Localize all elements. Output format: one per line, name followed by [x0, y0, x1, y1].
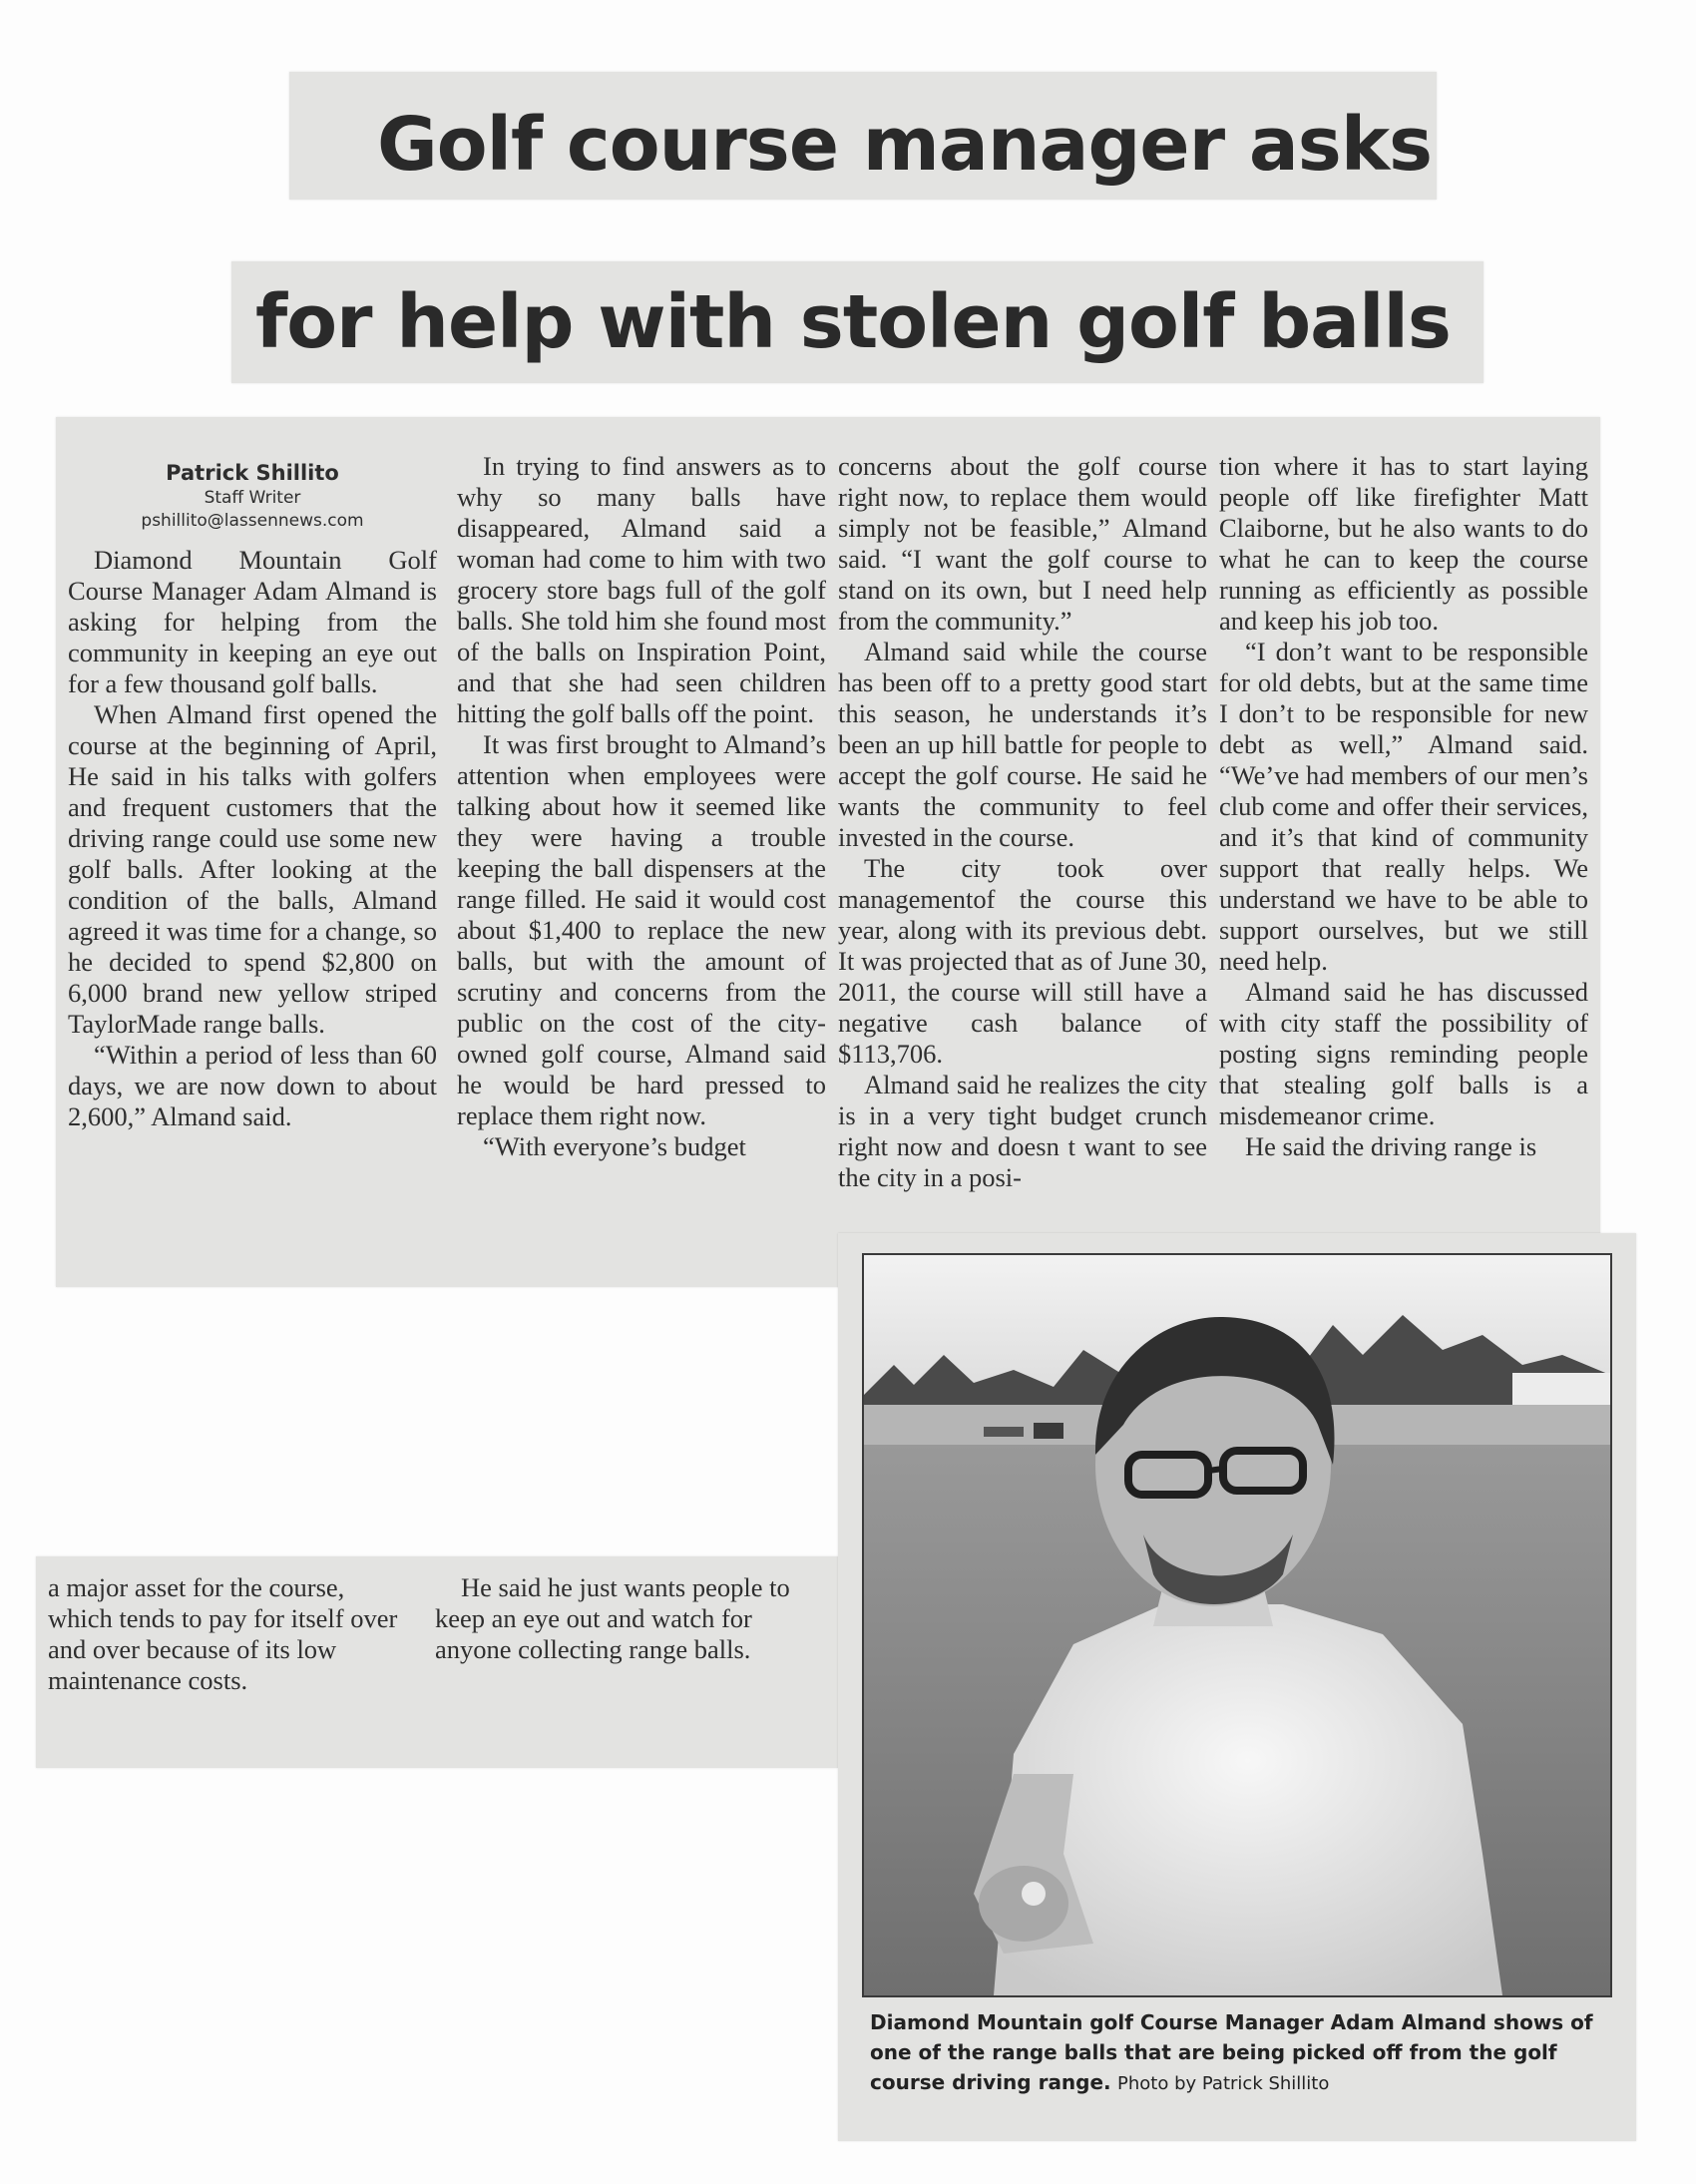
paragraph: “I don’t want to be responsible for old debts, but at the same time I don’t to be responsible for new debt as well,” Almand said. “We’ve had members of our men’s club come and offer their services, and it’s that kind of community support that really helps. We understand we have to be able to support ourselves, but we still need help.	[1219, 637, 1588, 976]
paragraph: Almand said he has discussed with city staff the possibility of posting signs reminding people that stealing golf balls is a misdemeanor crime.	[1219, 977, 1588, 1130]
byline-email: pshillito@lassennews.com	[141, 511, 364, 531]
paragraph: “Within a period of less than 60 days, we are now down to about 2,600,” Almand said.	[68, 1040, 437, 1131]
article-column-3	[838, 451, 1207, 1193]
paragraph: a major asset for the course, which tends to pay for itself over and over because of its low maintenance costs.	[48, 1572, 398, 1695]
byline-role: Staff Writer	[204, 488, 301, 508]
caption-text: Diamond Mountain golf Course Manager Adam Almand shows of one of the range balls that are being picked off from the golf course driving range.	[870, 2010, 1593, 2094]
headline-line-2: for help with stolen golf balls	[255, 279, 1451, 365]
headline-clip-1	[289, 72, 1437, 200]
paragraph: He said he just wants people to keep an eye out and watch for anyone collecting range balls.	[435, 1572, 790, 1664]
photo-caption	[870, 2007, 1608, 2099]
photo-image	[864, 1255, 1610, 1995]
photo-golf-manager	[862, 1253, 1612, 1997]
caption-credit: Photo by Patrick Shillito	[1117, 2073, 1330, 2094]
paragraph: “With everyone’s budget	[483, 1131, 746, 1161]
photo-clip	[838, 1233, 1636, 2141]
paragraph: He said the driving range is	[1245, 1131, 1537, 1161]
article-column-5	[48, 1572, 415, 1696]
headline-clip-2	[231, 261, 1484, 383]
byline-name: Patrick Shillito	[166, 461, 339, 485]
paragraph: Diamond Mountain Golf Course Manager Adam Almand is asking for helping from the community in keeping an eye out for a few thousand golf balls.	[68, 545, 437, 698]
paragraph: tion where it has to start laying people off like firefighter Matt Claiborne, but he also wants to do what he can to keep the course running as efficiently as possible and keep his job too.	[1219, 451, 1588, 636]
paragraph: The city took over managementof the course this year, along with its previous debt. It was projected that as of June 30, 2011, the course will still have a negative cash balance of $113,706.	[838, 853, 1207, 1069]
paragraph: In trying to find answers as to why so many balls have disappeared, Almand said a woman had come to him with two grocery store bags full of the golf balls. She told him she found most of the balls on Inspiration Point, and that she had seen children hitting the golf balls off the point.	[457, 451, 826, 728]
paragraph: It was first brought to Almand’s attention when employees were talking about how it seemed like they were having a trouble keeping the ball dispensers at the range filled. He said it would cost about $1,400 to replace the new balls, but with the amount of scrutiny and concerns from the public on the cost of the city-owned golf course, Almand said he would be hard pressed to replace them right now.	[457, 729, 826, 1130]
paragraph: Almand said he realizes the city is in a very tight budget crunch right now and doesn t want to see the city in a posi-	[838, 1070, 1207, 1192]
article-column-1	[68, 459, 437, 1132]
paragraph: Almand said while the course has been off to a pretty good start this season, he understands it’s been an up hill battle for people to accept the golf course. He said he wants the community to feel invested in the course.	[838, 637, 1207, 852]
paragraph: When Almand first opened the course at the beginning of April, He said in his talks with golfers and frequent customers that the driving range could use some new golf balls. After looking at the condition of the balls, Almand agreed it was time for a change, so he decided to spend $2,800 on 6,000 brand new yellow striped TaylorMade range balls.	[68, 699, 437, 1039]
article-column-2	[457, 451, 826, 1162]
article-column-4	[1219, 451, 1588, 1162]
continuation-clip	[36, 1556, 838, 1768]
article-column-6	[435, 1572, 802, 1665]
article-clip	[56, 417, 1600, 1287]
paragraph: concerns about the golf course right now, to replace them would simply not be feasible,” Almand said. “I want the golf course to stand on its own, but I need help from the community.”	[838, 451, 1207, 636]
byline	[68, 459, 437, 533]
headline-line-1: Golf course manager asks	[377, 102, 1433, 188]
